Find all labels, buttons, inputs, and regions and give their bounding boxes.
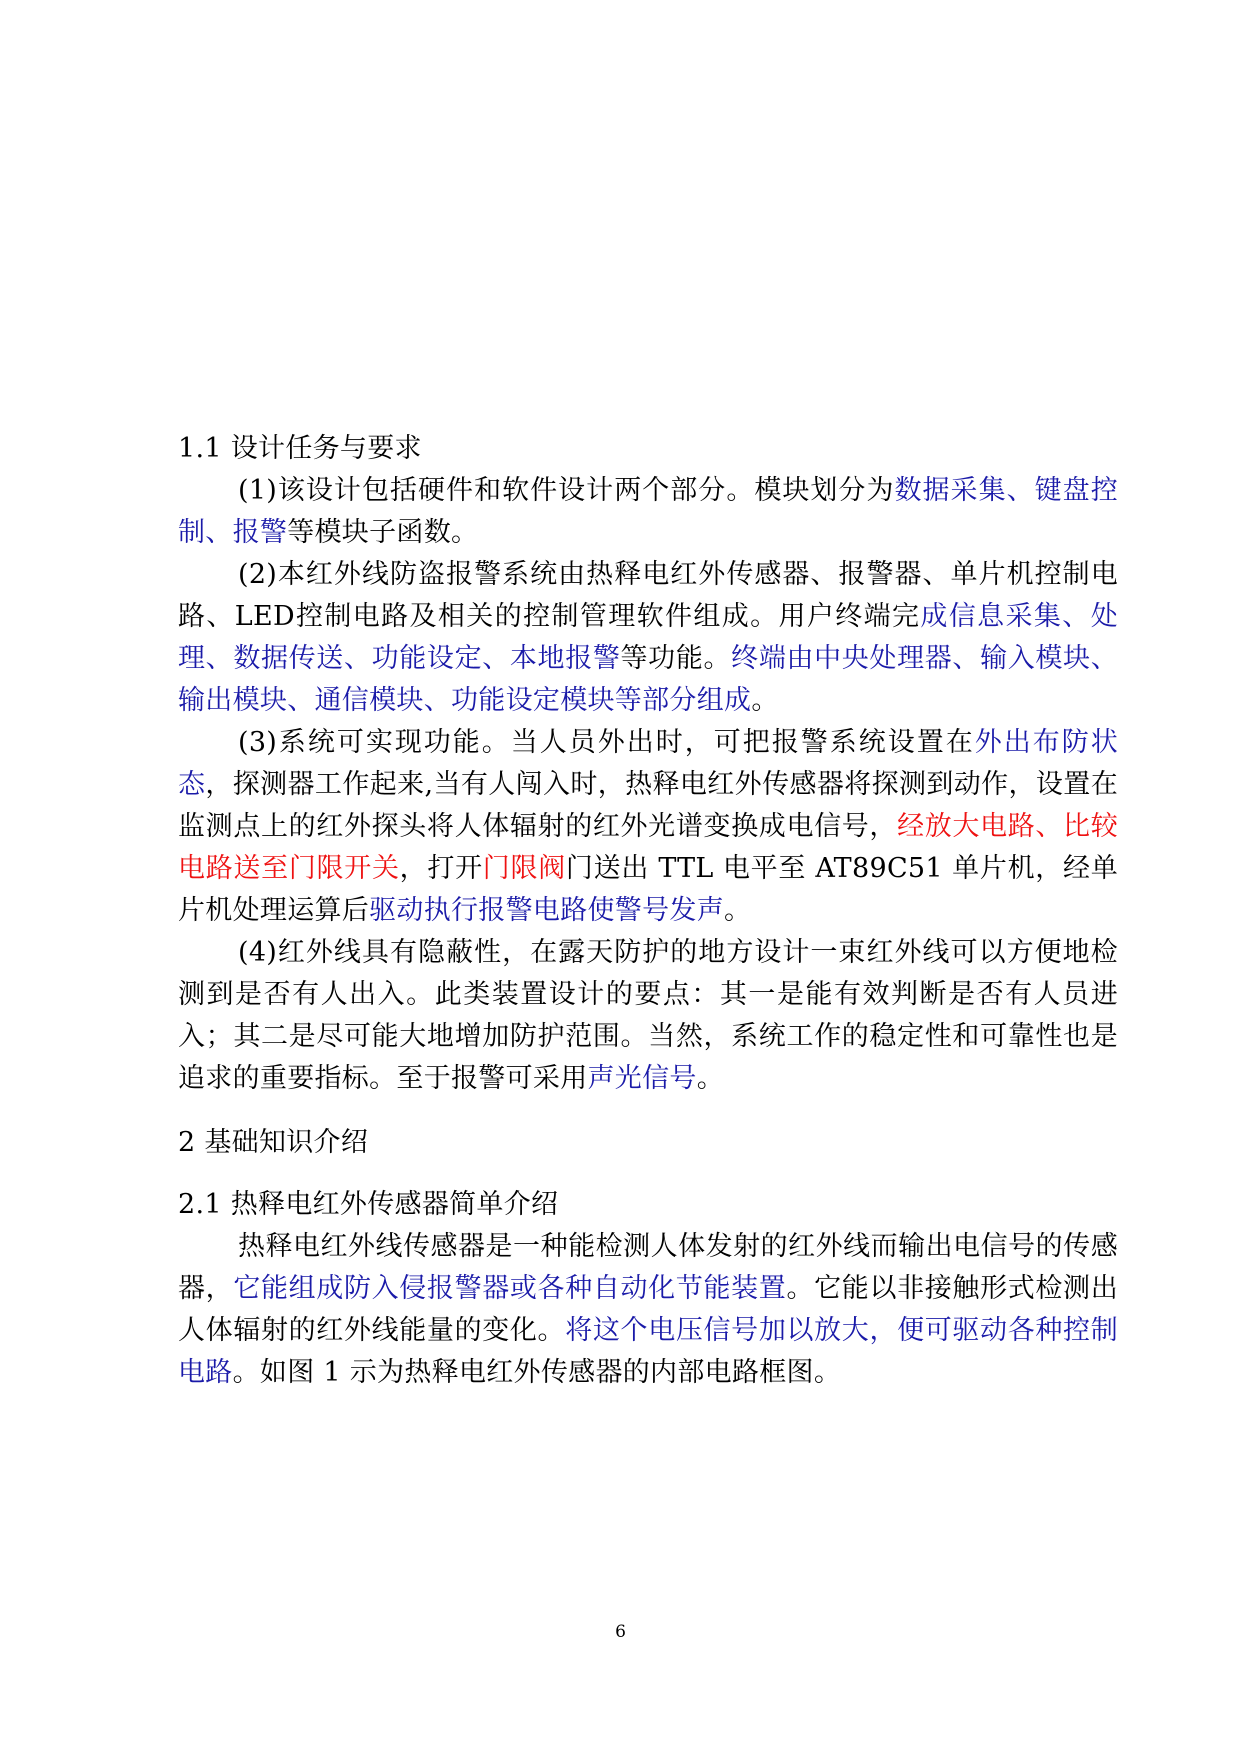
section-heading-2-1: 2.1 热释电红外传感器简单介绍 (178, 1189, 559, 1220)
section-heading-1-1: 1.1 设计任务与要求 (178, 433, 422, 464)
section-heading-2: 2 基础知识介绍 (178, 1127, 369, 1158)
paragraph-3-text-2: ，探测器工作起来,当有人闯入时，热释电红外传感器将探测到动作，设置在监测点上的红外探头将人体辐射的红外光谱变换成电信号， (178, 769, 1118, 842)
paragraph-3-text-1: (3)系统可实现功能。当人员外出时，可把报警系统设置在 (238, 727, 975, 758)
paragraph-2-text-2: 等功能。 (620, 643, 732, 674)
page-number: 6 (615, 1622, 626, 1642)
paragraph-2-highlight-1: 成信息采集、处理、数据传送、功能设定、本地报警 (178, 601, 1118, 674)
paragraph-5 (178, 1226, 1118, 1394)
paragraph-2-highlight-2: 终端由中央处理器、输入模块、输出模块、通信模块、功能设定模块等部分组成 (178, 643, 1118, 716)
paragraph-5-highlight-1: 它能组成防入侵报警器或各种自动化节能装置 (233, 1273, 787, 1304)
paragraph-3-text-3: ，打开 (399, 853, 483, 884)
paragraph-3-text-5: 。 (724, 895, 752, 926)
paragraph-3-text-4: 门送出 TTL 电平至 AT89C51 单片机，经单片机处理运算后 (178, 853, 1118, 926)
paragraph-3-highlight-2: 驱动执行报警电路使警号发声 (369, 895, 725, 926)
paragraph-1 (178, 470, 1118, 554)
paragraph-2-text-1: (2)本红外线防盗报警系统由热释电红外传感器、报警器、单片机控制电路、LED控制电路及相关的控制管理软件组成。用户终端完 (178, 559, 1118, 632)
paragraph-5-text-1: 热释电红外线传感器是一种能检测人体发射的红外线而输出电信号的传感器， (178, 1231, 1118, 1304)
page-content (178, 428, 1118, 1394)
paragraph-5-text-2: 。它能以非接触形式检测出人体辐射的红外线能量的变化。 (178, 1273, 1118, 1346)
paragraph-3-highlight-1: 外出布防状态 (178, 727, 1118, 800)
paragraph-1-highlight-1: 数据采集、键盘控制、报警 (178, 475, 1118, 548)
paragraph-2 (178, 554, 1118, 722)
paragraph-3 (178, 722, 1118, 932)
paragraph-3-red-highlight-1: 经放大电路、比较电路送至门限开关 (178, 811, 1118, 884)
paragraph-5-highlight-2: 将这个电压信号加以放大，便可驱动各种控制电路 (178, 1315, 1119, 1388)
paragraph-4 (178, 932, 1118, 1100)
paragraph-4-highlight-1: 声光信号 (587, 1063, 697, 1094)
paragraph-1-text-1: (1)该设计包括硬件和软件设计两个部分。模块划分为 (238, 475, 895, 506)
paragraph-4-text-2: 。 (696, 1063, 725, 1094)
paragraph-5-text-3: 。如图 1 示为热释电红外传感器的内部电路框图。 (232, 1357, 842, 1388)
paragraph-3-red-highlight-2: 门限阀 (482, 853, 566, 884)
paragraph-4-text-1: (4)红外线具有隐蔽性，在露天防护的地方设计一束红外线可以方便地检测到是否有人出入。此类装置设计的要点：其一是能有效判断是否有人员进入；其二是尽可能大地增加防护范围。当然，系统工作的稳定性和可靠性也是追求的重要指标。至于报警可采用 (178, 937, 1118, 1094)
paragraph-2-text-3: 。 (751, 685, 779, 716)
paragraph-1-text-2: 等模块子函数。 (287, 517, 479, 548)
